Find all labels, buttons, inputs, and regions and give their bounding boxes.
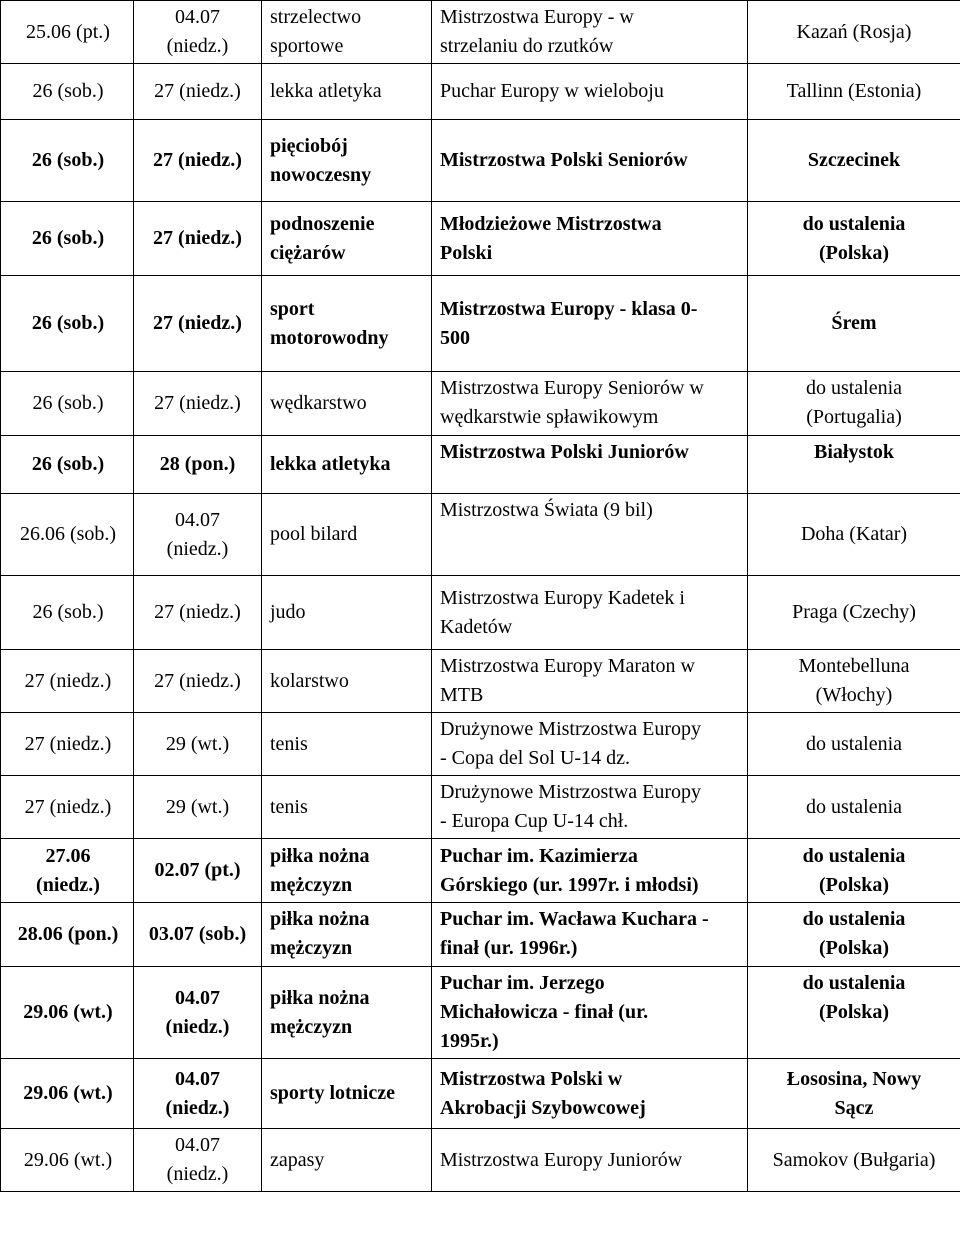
table-row	[1, 903, 960, 967]
end-date-cell: 27 (niedz.)	[134, 120, 262, 202]
end-date-cell: 04.07 (niedz.)	[134, 1059, 262, 1129]
end-date-cell: 04.07 (niedz.)	[134, 1, 262, 64]
end-date-cell: 29 (wt.)	[134, 713, 262, 776]
event-name-cell: Mistrzostwa Europy Kadetek i Kadetów	[432, 576, 748, 650]
location-cell: do ustalenia (Portugalia)	[748, 372, 960, 436]
table-row	[1, 967, 960, 1059]
location-cell: Tallinn (Estonia)	[748, 64, 960, 120]
discipline-cell: kolarstwo	[262, 650, 432, 713]
start-date-cell: 26 (sob.)	[1, 120, 134, 202]
discipline-cell: lekka atletyka	[262, 64, 432, 120]
end-date-cell: 27 (niedz.)	[134, 650, 262, 713]
table-row	[1, 64, 960, 120]
location-cell: Kazań (Rosja)	[748, 1, 960, 64]
table-row	[1, 1059, 960, 1129]
table-row	[1, 372, 960, 436]
start-date-cell: 26 (sob.)	[1, 202, 134, 276]
event-name-cell: Mistrzostwa Europy Juniorów	[432, 1129, 748, 1192]
event-name-cell: Drużynowe Mistrzostwa Europy - Copa del Sol U-14 dz.	[432, 713, 748, 776]
event-name-cell: Mistrzostwa Europy - w strzelaniu do rzutków	[432, 1, 748, 64]
event-name-cell: Drużynowe Mistrzostwa Europy - Europa Cup U-14 chł.	[432, 776, 748, 839]
discipline-cell: pool bilard	[262, 494, 432, 576]
event-name-cell: Mistrzostwa Polski w Akrobacji Szybowcowej	[432, 1059, 748, 1129]
event-name-cell: Mistrzostwa Europy Maraton w MTB	[432, 650, 748, 713]
discipline-cell: zapasy	[262, 1129, 432, 1192]
start-date-cell: 27 (niedz.)	[1, 713, 134, 776]
end-date-cell: 27 (niedz.)	[134, 276, 262, 372]
start-date-cell: 29.06 (wt.)	[1, 967, 134, 1059]
start-date-cell: 26 (sob.)	[1, 372, 134, 436]
location-cell: Łososina, Nowy Sącz	[748, 1059, 960, 1129]
table-row	[1, 776, 960, 839]
event-name-cell: Puchar im. Kazimierza Górskiego (ur. 1997r. i młodsi)	[432, 839, 748, 903]
start-date-cell: 28.06 (pon.)	[1, 903, 134, 967]
event-name-cell: Mistrzostwa Polski Seniorów	[432, 120, 748, 202]
end-date-cell: 28 (pon.)	[134, 436, 262, 494]
location-cell: do ustalenia (Polska)	[748, 903, 960, 967]
table-row	[1, 276, 960, 372]
discipline-cell: piłka nożna mężczyzn	[262, 967, 432, 1059]
start-date-cell: 29.06 (wt.)	[1, 1129, 134, 1192]
table-row	[1, 839, 960, 903]
discipline-cell: podnoszenie ciężarów	[262, 202, 432, 276]
discipline-cell: tenis	[262, 776, 432, 839]
discipline-cell: tenis	[262, 713, 432, 776]
event-name-cell: Młodzieżowe Mistrzostwa Polski	[432, 202, 748, 276]
location-cell: Szczecinek	[748, 120, 960, 202]
location-cell: Śrem	[748, 276, 960, 372]
table-row	[1, 1129, 960, 1192]
location-cell: do ustalenia (Polska)	[748, 202, 960, 276]
event-name-cell: Puchar im. Wacława Kuchara - finał (ur. 1996r.)	[432, 903, 748, 967]
discipline-cell: lekka atletyka	[262, 436, 432, 494]
start-date-cell: 26 (sob.)	[1, 436, 134, 494]
table-row	[1, 120, 960, 202]
schedule-body	[1, 1, 960, 1192]
table-row	[1, 436, 960, 494]
event-name-cell: Puchar im. Jerzego Michałowicza - finał (ur. 1995r.)	[432, 967, 748, 1059]
location-cell: Montebelluna (Włochy)	[748, 650, 960, 713]
event-name-cell: Mistrzostwa Świata (9 bil)	[432, 494, 748, 576]
end-date-cell: 03.07 (sob.)	[134, 903, 262, 967]
end-date-cell: 04.07 (niedz.)	[134, 967, 262, 1059]
event-name-cell: Puchar Europy w wieloboju	[432, 64, 748, 120]
table-row	[1, 650, 960, 713]
start-date-cell: 27.06 (niedz.)	[1, 839, 134, 903]
start-date-cell: 26 (sob.)	[1, 276, 134, 372]
end-date-cell: 27 (niedz.)	[134, 372, 262, 436]
end-date-cell: 02.07 (pt.)	[134, 839, 262, 903]
table-row	[1, 202, 960, 276]
end-date-cell: 27 (niedz.)	[134, 576, 262, 650]
start-date-cell: 27 (niedz.)	[1, 776, 134, 839]
location-cell: do ustalenia	[748, 713, 960, 776]
start-date-cell: 26 (sob.)	[1, 64, 134, 120]
table-row	[1, 1, 960, 64]
discipline-cell: piłka nożna mężczyzn	[262, 903, 432, 967]
table-row	[1, 576, 960, 650]
discipline-cell: sport motorowodny	[262, 276, 432, 372]
discipline-cell: wędkarstwo	[262, 372, 432, 436]
location-cell: Samokov (Bułgaria)	[748, 1129, 960, 1192]
table-row	[1, 494, 960, 576]
location-cell: do ustalenia (Polska)	[748, 967, 960, 1059]
discipline-cell: piłka nożna mężczyzn	[262, 839, 432, 903]
event-name-cell: Mistrzostwa Europy Seniorów w wędkarstwie spławikowym	[432, 372, 748, 436]
start-date-cell: 29.06 (wt.)	[1, 1059, 134, 1129]
location-cell: Białystok	[748, 436, 960, 494]
end-date-cell: 27 (niedz.)	[134, 202, 262, 276]
discipline-cell: sporty lotnicze	[262, 1059, 432, 1129]
table-row	[1, 713, 960, 776]
end-date-cell: 29 (wt.)	[134, 776, 262, 839]
end-date-cell: 27 (niedz.)	[134, 64, 262, 120]
discipline-cell: judo	[262, 576, 432, 650]
discipline-cell: pięciobój nowoczesny	[262, 120, 432, 202]
start-date-cell: 26 (sob.)	[1, 576, 134, 650]
end-date-cell: 04.07 (niedz.)	[134, 1129, 262, 1192]
start-date-cell: 25.06 (pt.)	[1, 1, 134, 64]
end-date-cell: 04.07 (niedz.)	[134, 494, 262, 576]
event-name-cell: Mistrzostwa Europy - klasa 0- 500	[432, 276, 748, 372]
start-date-cell: 26.06 (sob.)	[1, 494, 134, 576]
location-cell: do ustalenia (Polska)	[748, 839, 960, 903]
location-cell: Praga (Czechy)	[748, 576, 960, 650]
event-name-cell: Mistrzostwa Polski Juniorów	[432, 436, 748, 494]
location-cell: Doha (Katar)	[748, 494, 960, 576]
start-date-cell: 27 (niedz.)	[1, 650, 134, 713]
discipline-cell: strzelectwo sportowe	[262, 1, 432, 64]
location-cell: do ustalenia	[748, 776, 960, 839]
